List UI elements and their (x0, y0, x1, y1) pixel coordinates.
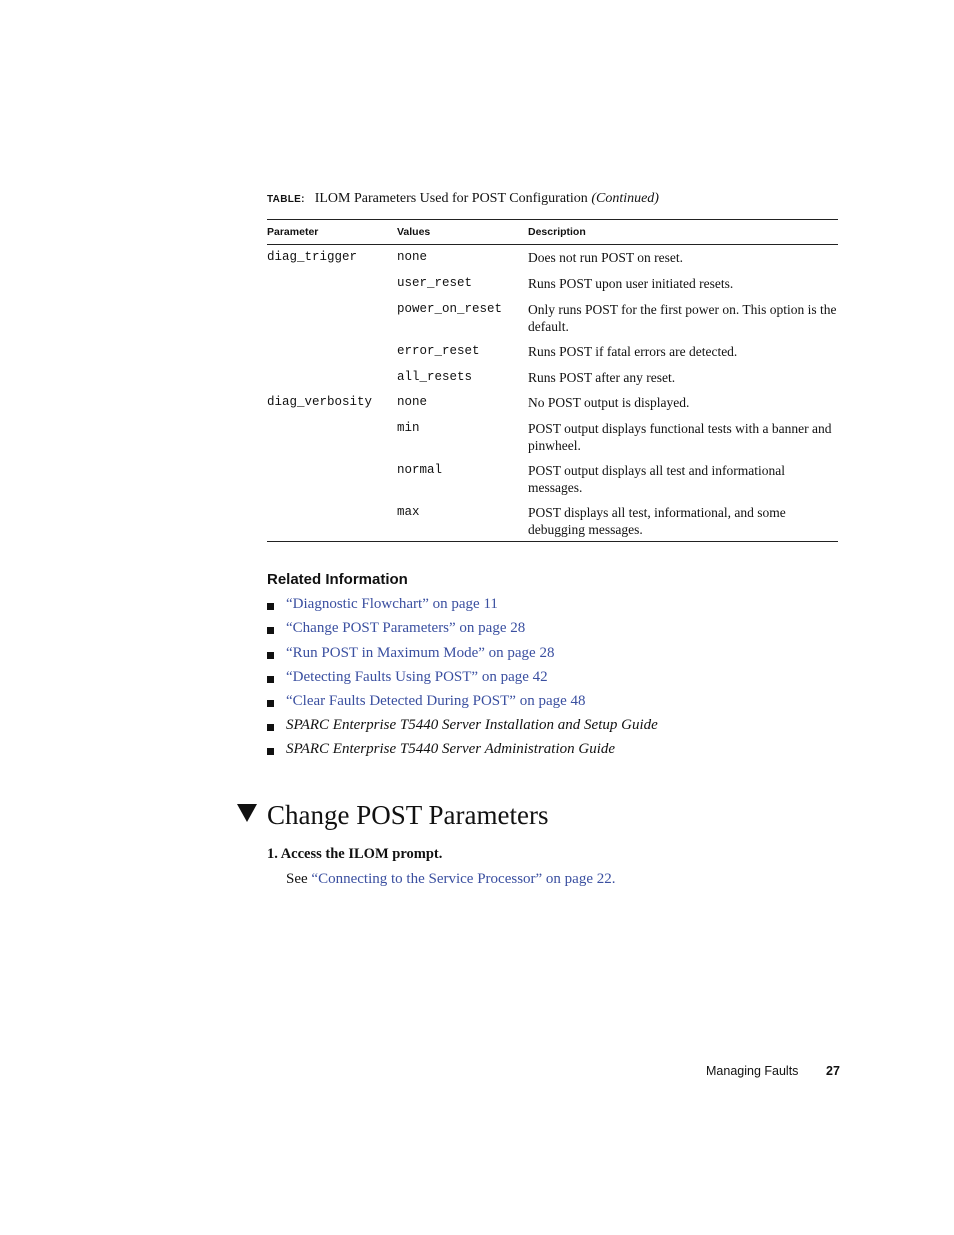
bullet-icon (267, 652, 274, 659)
table-header-values: Values (397, 226, 431, 238)
table-cell-parameter: diag_trigger (267, 250, 358, 264)
related-link[interactable]: “Diagnostic Flowchart” on page 11 (286, 596, 498, 612)
see-prefix: See (286, 871, 308, 887)
table-cell-description: Runs POST if fatal errors are detected. (528, 344, 738, 359)
table-cell-description: POST output displays all test and informational messages. (528, 463, 785, 495)
table-cell-parameter: diag_verbosity (267, 395, 373, 409)
related-doc-title: SPARC Enterprise T5440 Server Installation and Setup Guide (286, 717, 658, 733)
table-cell-description: No POST output is displayed. (528, 395, 690, 410)
table-cell-value: error_reset (397, 344, 480, 358)
related-link[interactable]: “Run POST in Maximum Mode” on page 28 (286, 645, 555, 661)
section-heading (237, 800, 548, 831)
related-information-heading: Related Information (267, 571, 408, 588)
table-caption-label: TABLE: (267, 194, 305, 205)
section-title: Change POST Parameters (267, 800, 549, 830)
table-cell-value: normal (397, 463, 443, 477)
bullet-icon (267, 724, 274, 731)
table-cell-value: none (397, 250, 428, 264)
step-number: 1. (267, 846, 278, 862)
step-1 (267, 846, 442, 863)
related-link[interactable]: “Clear Faults Detected During POST” on page 48 (286, 693, 586, 709)
table-cell-description: POST displays all test, informational, and some debugging messages. (528, 505, 786, 537)
table-cell-description: Only runs POST for the first power on. This option is the default. (528, 302, 837, 334)
bullet-icon (267, 603, 274, 610)
footer-page-number: 27 (826, 1064, 840, 1078)
table-caption-title: ILOM Parameters Used for POST Configuration (314, 191, 588, 206)
table-cell-value: min (397, 421, 420, 435)
related-link[interactable]: “Detecting Faults Using POST” on page 42 (286, 669, 548, 685)
table-header-rule (267, 244, 838, 245)
table-caption-note: (Continued) (591, 191, 659, 206)
step-text: Access the ILOM prompt. (280, 846, 443, 862)
table-header-parameter: Parameter (267, 226, 319, 238)
table-cell-value: all_resets (397, 370, 473, 384)
see-suffix: . (611, 871, 616, 887)
table-cell-value: user_reset (397, 276, 473, 290)
table-header-description: Description (528, 226, 586, 238)
bullet-icon (267, 748, 274, 755)
table-bottom-rule (267, 541, 838, 542)
table-top-rule (267, 219, 838, 220)
bullet-icon (267, 627, 274, 634)
table-cell-value: power_on_reset (397, 302, 503, 316)
table-cell-description: POST output displays functional tests with a banner and pinwheel. (528, 421, 832, 453)
footer-section-name: Managing Faults (706, 1064, 799, 1078)
table-cell-description: Runs POST upon user initiated resets. (528, 276, 734, 291)
related-doc-title: SPARC Enterprise T5440 Server Administration Guide (286, 741, 616, 757)
triangle-down-icon (237, 804, 257, 822)
table-cell-description: Does not run POST on reset. (528, 250, 683, 265)
table-cell-value: none (397, 395, 428, 409)
related-link[interactable]: “Change POST Parameters” on page 28 (286, 620, 526, 636)
bullet-icon (267, 700, 274, 707)
table-cell-value: max (397, 505, 420, 519)
table-cell-description: Runs POST after any reset. (528, 370, 676, 385)
bullet-icon (267, 676, 274, 683)
table-caption (267, 191, 659, 207)
connecting-sp-link[interactable]: “Connecting to the Service Processor” on page 22 (311, 871, 612, 887)
step-1-body (286, 871, 616, 888)
